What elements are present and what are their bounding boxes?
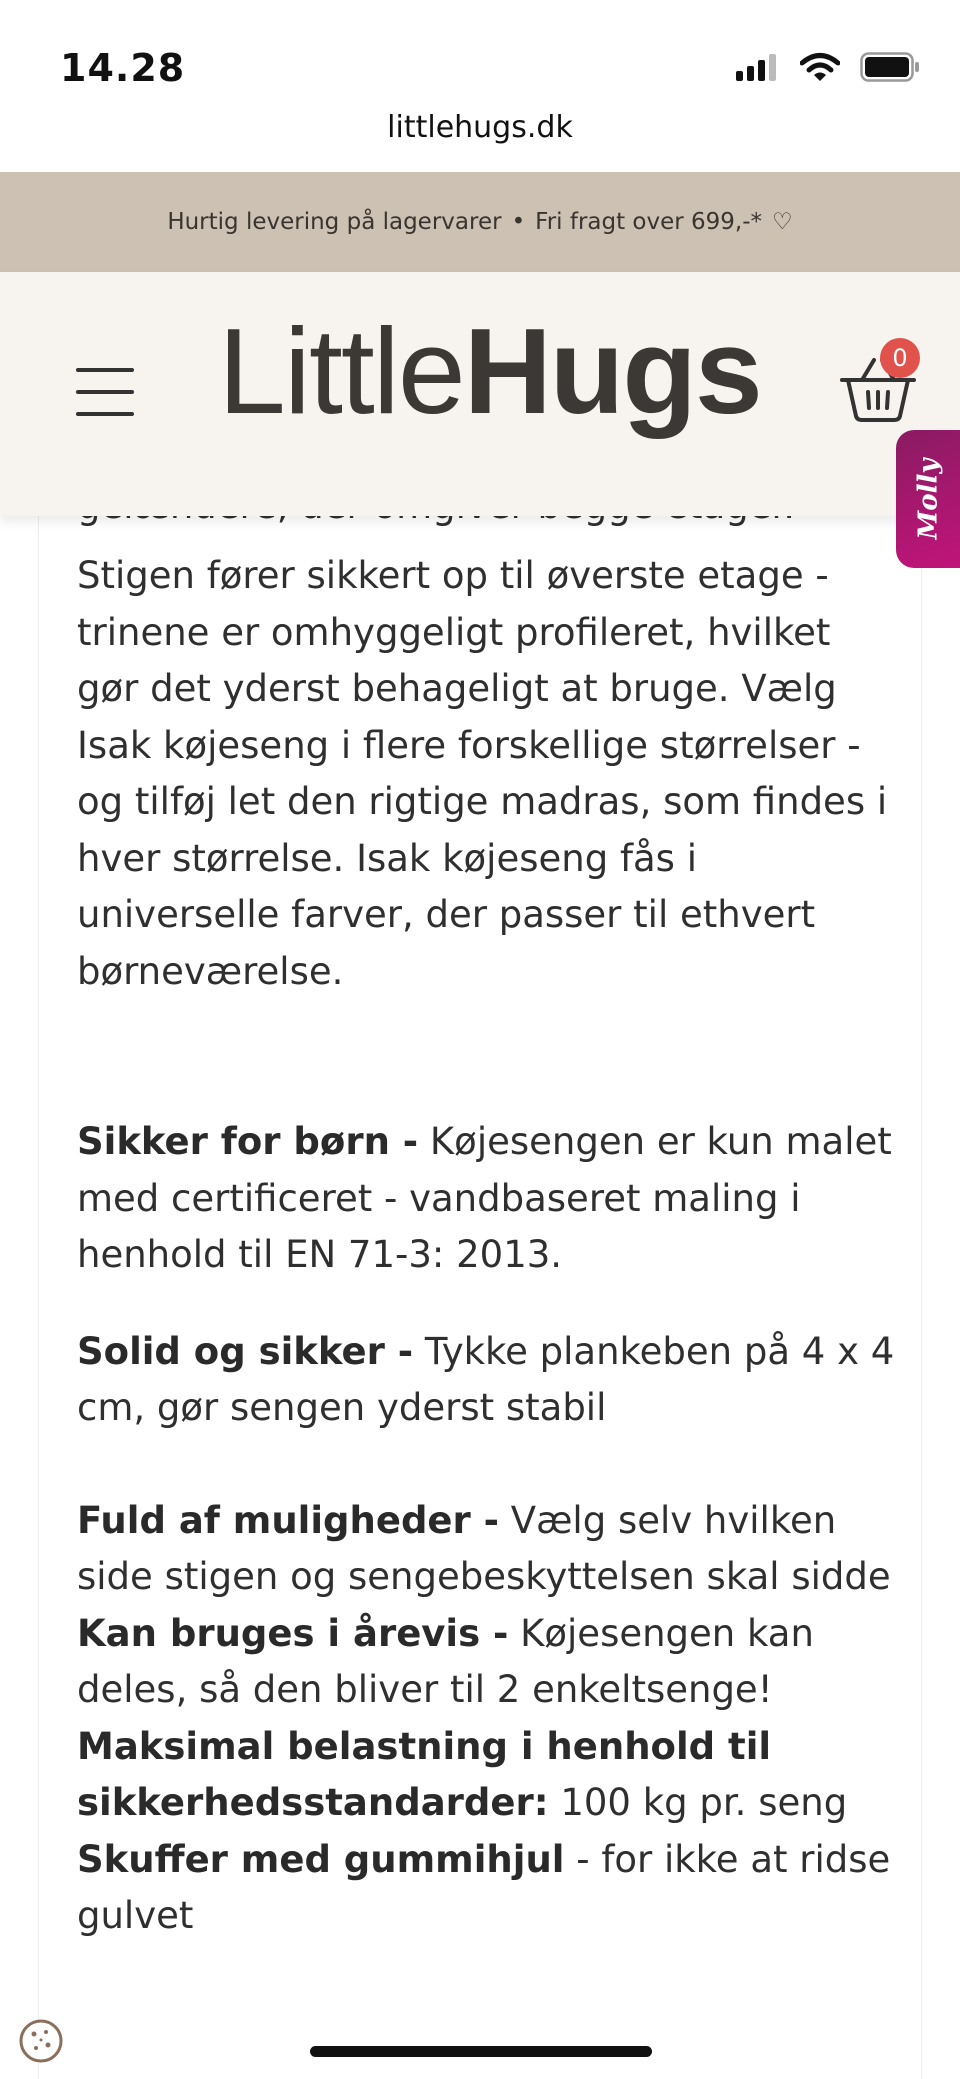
promo-banner xyxy=(0,172,960,272)
cellular-signal-icon xyxy=(736,53,780,81)
feature-title: Kan bruges i årevis - xyxy=(77,1611,509,1655)
status-icons xyxy=(736,52,920,82)
wifi-icon xyxy=(800,52,840,82)
promo-text-shipping: Fri fragt over 699,-* xyxy=(535,209,763,235)
cookie-settings-icon[interactable] xyxy=(18,2018,64,2064)
site-header xyxy=(0,272,960,516)
feature-usable-for-years xyxy=(77,1606,897,1719)
feature-title: Sikker for børn - xyxy=(77,1120,419,1163)
battery-icon xyxy=(860,52,920,82)
status-time: 14.28 xyxy=(60,46,186,90)
logo-bold-text: Hugs xyxy=(463,303,761,439)
promo-text-delivery: Hurtig levering på lagervarer xyxy=(167,209,502,235)
heart-icon: ♡ xyxy=(772,209,793,235)
feature-full-of-options xyxy=(77,1493,897,1606)
hamburger-menu-icon[interactable] xyxy=(76,368,136,420)
feature-text: 100 kg pr. seng xyxy=(548,1781,848,1824)
cart-count-badge: 0 xyxy=(880,338,920,378)
description-intro: Stigen fører sikkert op til øverste etage - trinene er omhyggeligt profileret, hvilket gør det yderst behageligt at bruge. Vælg Isak køjeseng i flere forskellige størrelser - og tilføj let den rigtige madras, som findes i hver størrelse. Isak køjeseng fås i universelle farver, der passer til ethvert børneværelse. xyxy=(77,554,888,993)
feature-text: Køjesengen er kun malet med certificeret - vandbaseret maling i henhold til EN 71-3: 2013. xyxy=(77,1120,892,1276)
molly-label: Molly xyxy=(913,458,944,540)
feature-title: Maksimal belastning i henhold til sikkerhedsstandarder: xyxy=(77,1724,772,1824)
feature-title: Solid og sikker - xyxy=(77,1329,414,1373)
feature-max-load xyxy=(77,1719,897,1832)
site-logo[interactable] xyxy=(218,303,761,439)
status-bar xyxy=(0,0,960,110)
promo-separator: • xyxy=(511,209,526,235)
feature-title: Fuld af muligheder - xyxy=(77,1498,500,1542)
home-indicator[interactable] xyxy=(310,2046,652,2057)
feature-safe-for-children xyxy=(77,1114,897,1284)
feature-text: - for ikke at ridse gulvet xyxy=(77,1837,891,1937)
feature-title: Skuffer med gummihjul xyxy=(77,1837,565,1881)
product-description xyxy=(77,548,897,1945)
feature-text: Køjesengen kan deles, så den bliver til 2 enkeltsenge! xyxy=(77,1611,814,1711)
feature-text: Tykke plankeben på 4 x 4 cm, gør sengen yderst stabil xyxy=(77,1329,895,1429)
url-bar[interactable] xyxy=(0,110,960,172)
molly-chat-tab[interactable] xyxy=(896,430,960,568)
feature-solid-and-safe xyxy=(77,1324,897,1437)
feature-text: Vælg selv hvilken side stigen og sengebeskyttelsen skal sidde xyxy=(77,1498,891,1598)
feature-drawers-rubber-wheels xyxy=(77,1832,897,1945)
logo-light-text: Little xyxy=(218,303,464,439)
url-text: littlehugs.dk xyxy=(387,110,573,145)
